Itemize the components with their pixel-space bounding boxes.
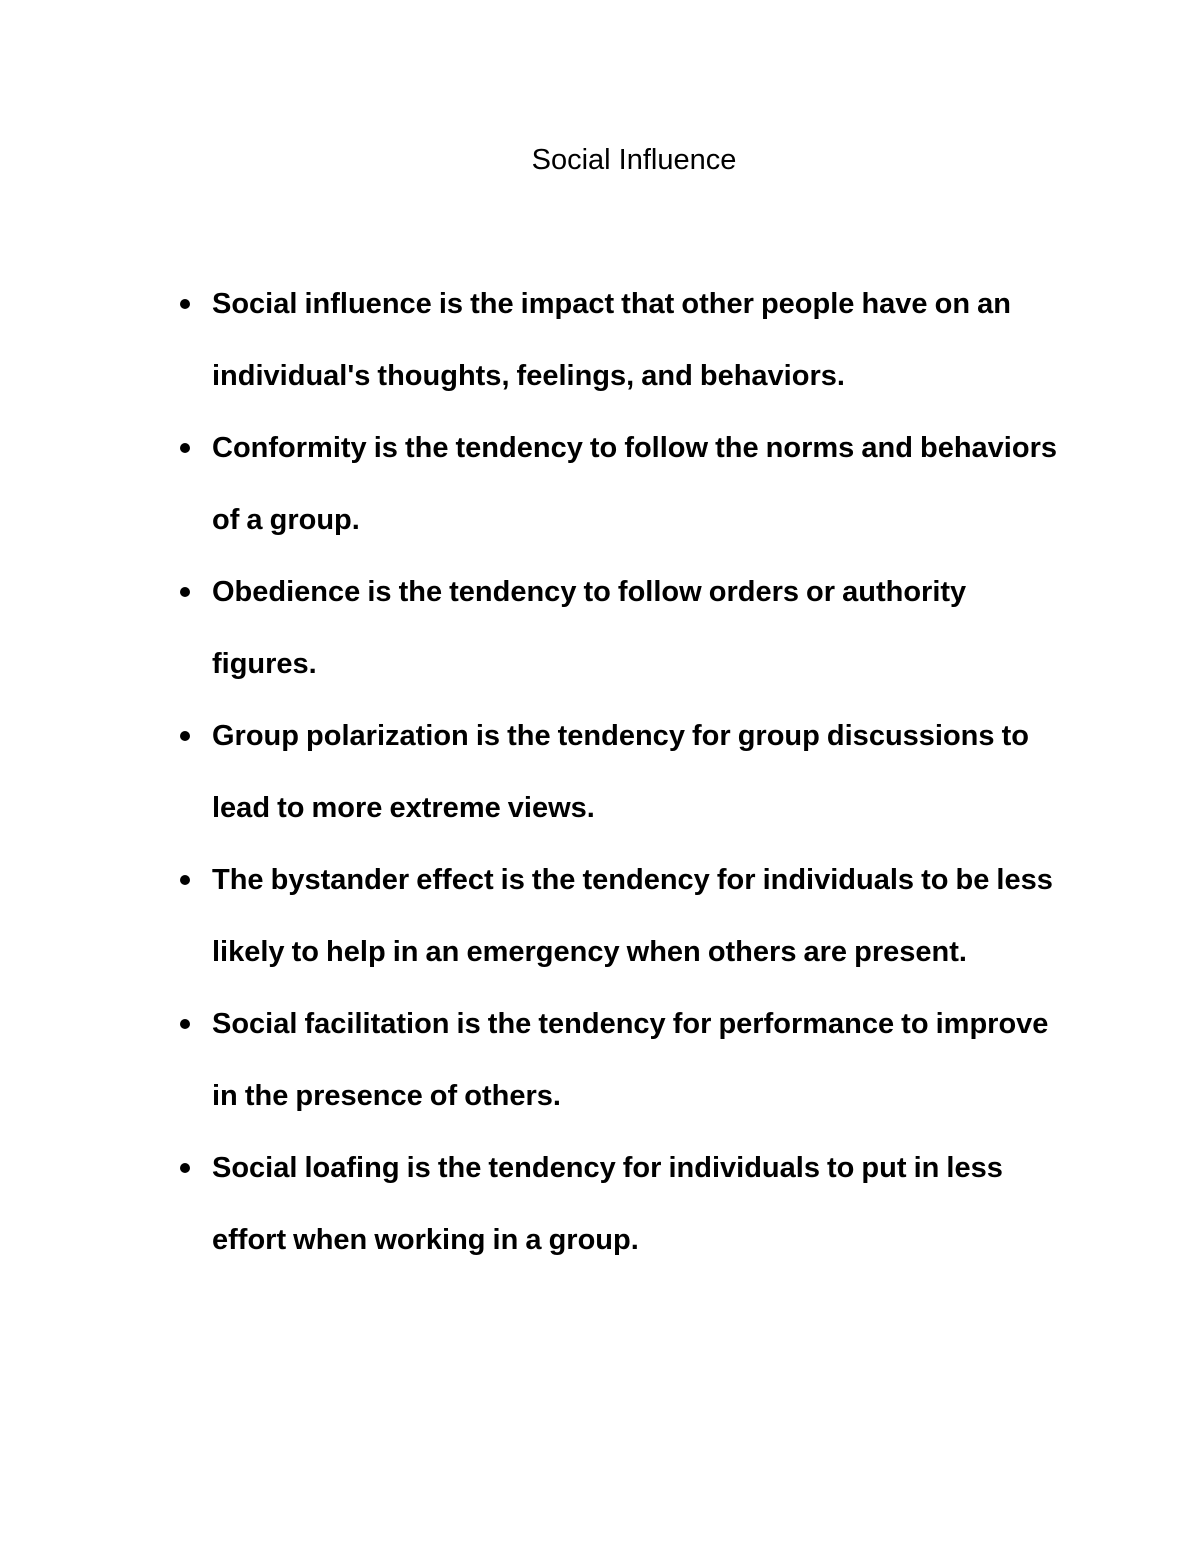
bullet-dot-icon [180, 731, 190, 741]
bullet-item-conformity [212, 412, 1062, 556]
bullet-text: Conformity is the tendency to follow the norms and behaviors of a group. [212, 432, 1057, 536]
bullet-text: Social facilitation is the tendency for performance to improve in the presence of others. [212, 1008, 1049, 1112]
bullet-text: Obedience is the tendency to follow orders or authority figures. [212, 576, 967, 680]
bullet-dot-icon [180, 299, 190, 309]
bullet-item-group-polarization [212, 700, 1062, 844]
bullet-item-obedience [212, 556, 1062, 700]
bullet-item-bystander-effect [212, 844, 1062, 988]
bullet-dot-icon [180, 1019, 190, 1029]
bullet-text: Social loafing is the tendency for individuals to put in less effort when working in a group. [212, 1152, 1003, 1256]
bullet-dot-icon [180, 443, 190, 453]
bullet-dot-icon [180, 1163, 190, 1173]
bullet-text: Group polarization is the tendency for group discussions to lead to more extreme views. [212, 720, 1029, 824]
bullet-text: Social influence is the impact that other people have on an individual's thoughts, feelings, and behaviors. [212, 288, 1011, 392]
page-title: Social Influence [531, 144, 737, 176]
bullet-text: The bystander effect is the tendency for individuals to be less likely to help in an emergency when others are present. [212, 864, 1053, 968]
bullet-item-social-influence [212, 268, 1062, 412]
bullet-item-social-loafing [212, 1132, 1062, 1276]
bullet-dot-icon [180, 875, 190, 885]
bullet-item-social-facilitation [212, 988, 1062, 1132]
bullet-list [212, 268, 1062, 1276]
bullet-dot-icon [180, 587, 190, 597]
